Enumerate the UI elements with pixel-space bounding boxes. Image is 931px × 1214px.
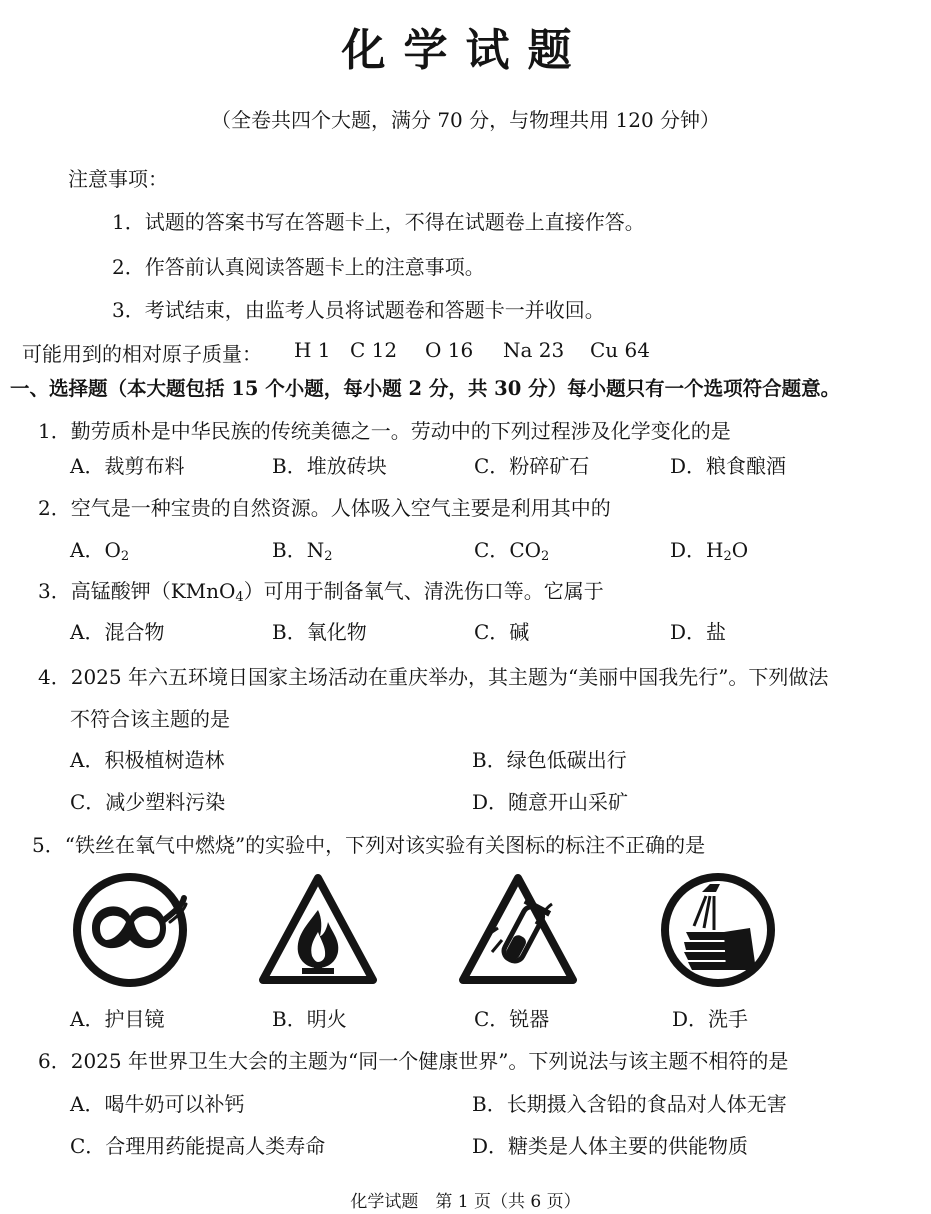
page-footer: 化学试题 第 1 页（共 6 页） xyxy=(350,1192,581,1212)
option-d: D．粮食酿酒 xyxy=(670,454,787,478)
atomic-mass-value: O 16 xyxy=(425,338,474,362)
formula: CO xyxy=(509,538,542,562)
option-a: A．混合物 xyxy=(70,620,165,644)
formula-subscript: 2 xyxy=(541,549,550,564)
option-a: A．护目镜 xyxy=(70,1007,165,1031)
formula: O xyxy=(104,538,121,562)
option-c: C．合理用药能提高人类寿命 xyxy=(70,1134,326,1158)
option-b: B．绿色低碳出行 xyxy=(472,748,627,772)
notice-heading: 注意事项： xyxy=(68,167,168,191)
option-d: D．随意开山采矿 xyxy=(472,790,629,814)
option-a xyxy=(70,534,129,564)
atomic-mass-value: Na 23 xyxy=(503,338,565,362)
page-title: 化学试题 xyxy=(341,25,590,76)
sharp-object-icon xyxy=(458,870,578,990)
option-c: C．锐器 xyxy=(474,1007,550,1031)
goggles-icon xyxy=(70,870,190,990)
question-stem: 1．勤劳质朴是中华民族的传统美德之一。劳动中的下列过程涉及化学变化的是 xyxy=(38,419,731,443)
option-d: D．洗手 xyxy=(672,1007,749,1031)
option-c: C．碱 xyxy=(474,620,530,644)
stem-text: 3．高锰酸钾（KMnO xyxy=(38,579,236,603)
option-prefix: B． xyxy=(272,538,307,562)
atomic-mass-value: Cu 64 xyxy=(590,338,650,362)
formula-subscript: 2 xyxy=(120,549,130,564)
option-a: A．喝牛奶可以补钙 xyxy=(70,1092,245,1116)
formula: H xyxy=(706,538,724,562)
atomic-mass-value: H 1 xyxy=(294,338,331,362)
formula-tail: O xyxy=(731,538,749,562)
option-d: D．盐 xyxy=(670,620,727,644)
question-stem: 5．“铁丝在氧气中燃烧”的实验中，下列对该实验有关图标的标注不正确的是 xyxy=(32,833,706,857)
option-c: C．减少塑料污染 xyxy=(70,790,226,814)
option-prefix: D． xyxy=(670,538,707,562)
atomic-mass-label: 可能用到的相对原子质量： xyxy=(22,342,262,366)
question-stem: 2．空气是一种宝贵的自然资源。人体吸入空气主要是利用其中的 xyxy=(38,496,611,520)
option-c: C．粉碎矿石 xyxy=(474,454,590,478)
option-d: D．糖类是人体主要的供能物质 xyxy=(472,1134,749,1158)
option-b: B．明火 xyxy=(272,1007,347,1031)
formula-subscript: 2 xyxy=(723,549,732,564)
notice-item: 2．作答前认真阅读答题卡上的注意事项。 xyxy=(112,255,485,279)
option-prefix: A． xyxy=(70,538,105,562)
open-flame-icon xyxy=(258,870,378,990)
formula: N xyxy=(306,538,325,562)
option-b: B．长期摄入含铅的食品对人体无害 xyxy=(472,1092,787,1116)
option-b xyxy=(272,534,332,564)
stem-text: ）可用于制备氧气、清洗伤口等。它属于 xyxy=(243,579,604,603)
option-a: A．积极植树造林 xyxy=(70,748,225,772)
formula-subscript: 4 xyxy=(235,590,244,605)
formula-subscript: 2 xyxy=(324,549,333,564)
hand-washing-icon xyxy=(658,870,778,990)
option-b: B．堆放砖块 xyxy=(272,454,387,478)
option-b: B．氧化物 xyxy=(272,620,367,644)
page-subtitle: （全卷共四个大题，满分 70 分，与物理共用 120 分钟） xyxy=(210,108,721,132)
atomic-mass-row xyxy=(22,338,262,367)
option-c xyxy=(474,534,549,564)
atomic-mass-value: C 12 xyxy=(350,338,398,362)
section-heading: 一、选择题（本大题包括 15 个小题，每小题 2 分，共 30 分）每小题只有一个选项符合题意。 xyxy=(10,377,841,400)
option-d xyxy=(670,534,748,564)
option-prefix: C． xyxy=(474,538,510,562)
question-stem xyxy=(38,575,604,605)
option-a: A．裁剪布料 xyxy=(70,454,185,478)
notice-item: 3．考试结束，由监考人员将试题卷和答题卡一并收回。 xyxy=(112,298,605,322)
question-stem: 4．2025 年六五环境日国家主场活动在重庆举办，其主题为“美丽中国我先行”。下列做法 xyxy=(38,665,829,689)
question-stem: 6．2025 年世界卫生大会的主题为“同一个健康世界”。下列说法与该主题不相符的是 xyxy=(38,1049,789,1073)
notice-item: 1．试题的答案书写在答题卡上，不得在试题卷上直接作答。 xyxy=(112,210,645,234)
question-stem-continued: 不符合该主题的是 xyxy=(70,707,230,731)
